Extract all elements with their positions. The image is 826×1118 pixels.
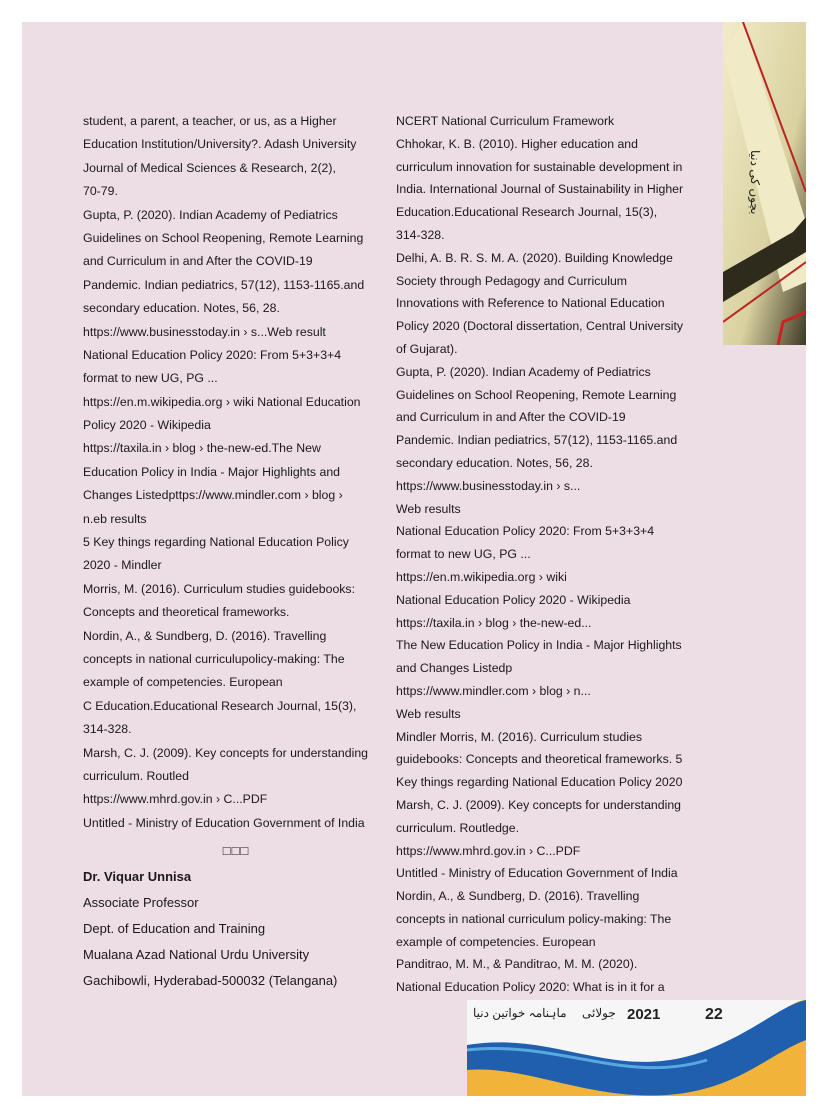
- reference-line: Key things regarding National Education Policy 2020: [396, 775, 683, 790]
- reference-line: Guidelines on School Reopening, Remote Learning: [83, 230, 364, 245]
- reference-line: https://www.mhrd.gov.in › C...PDF: [83, 792, 268, 807]
- footer-magazine-name: ماہنامہ خواتین دنیا: [473, 1006, 567, 1020]
- reference-line: National Education Policy 2020 - Wikipedia: [396, 592, 631, 607]
- reference-line: example of competencies. European: [83, 675, 283, 690]
- reference-line: secondary education. Notes, 56, 28.: [396, 455, 593, 470]
- footer-year: 2021: [627, 1006, 661, 1023]
- reference-line: example of competencies. European: [396, 934, 596, 949]
- reference-line: The New Education Policy in India - Major Highlights: [396, 638, 682, 653]
- reference-line: Guidelines on School Reopening, Remote Learning: [396, 387, 677, 402]
- reference-line: National Education Policy 2020: What is in it for a: [396, 980, 665, 995]
- reference-line: https://en.m.wikipedia.org › wiki National Education: [83, 394, 361, 409]
- reference-line: Education Institution/University?. Adash University: [83, 137, 357, 152]
- reference-line: Education Policy in India - Major Highlights and: [83, 464, 341, 479]
- corner-urdu-label: بچوں کی دنیا: [748, 150, 762, 215]
- reference-line: format to new UG, PG ...: [396, 547, 531, 562]
- reference-line: 314-328.: [396, 227, 445, 242]
- reference-line: Marsh, C. J. (2009). Key concepts for understanding: [83, 745, 369, 760]
- reference-line: Panditrao, M. M., & Panditrao, M. M. (2020).: [396, 957, 638, 972]
- page-number: 22: [705, 1006, 723, 1023]
- reference-line: https://www.mhrd.gov.in › C...PDF: [396, 843, 581, 858]
- reference-line: Education.Educational Research Journal, 15(3),: [396, 205, 658, 220]
- reference-line: Morris, M. (2016). Curriculum studies guidebooks:: [83, 581, 355, 596]
- reference-line: Pandemic. Indian pediatrics, 57(12), 1153-1165.and: [83, 277, 365, 292]
- reference-line: and Changes Listedp: [396, 661, 513, 676]
- reference-line: Marsh, C. J. (2009). Key concepts for understanding: [396, 797, 682, 812]
- reference-line: Nordin, A., & Sundberg, D. (2016). Travelling: [396, 889, 640, 904]
- author-title: Associate Professor: [83, 895, 199, 910]
- reference-line: Society through Pedagogy and Curriculum: [396, 273, 628, 288]
- author-department: Dept. of Education and Training: [83, 921, 266, 936]
- reference-line: 2020 - Mindler: [83, 558, 162, 573]
- reference-line: curriculum. Routledge.: [396, 820, 520, 835]
- reference-line: 314-328.: [83, 722, 132, 737]
- reference-line: Chhokar, K. B. (2010). Higher education and: [396, 136, 638, 151]
- reference-line: C Education.Educational Research Journal, 15(3),: [83, 698, 357, 713]
- reference-line: India. International Journal of Sustainability in Higher: [396, 182, 684, 197]
- reference-line: and Curriculum in and After the COVID-19: [83, 254, 313, 269]
- footer-banner: [467, 1000, 806, 1096]
- author-university: Mualana Azad National Urdu University: [83, 947, 310, 962]
- reference-line: Delhi, A. B. R. S. M. A. (2020). Building Knowledge: [396, 250, 673, 265]
- reference-line: concepts in national curriculum policy-making: The: [396, 911, 672, 926]
- reference-line: Concepts and theoretical frameworks.: [83, 605, 290, 620]
- reference-line: Untitled - Ministry of Education Government of India: [396, 866, 678, 881]
- reference-line: Gupta, P. (2020). Indian Academy of Pediatrics: [83, 207, 338, 222]
- reference-line: Web results: [396, 501, 461, 516]
- reference-line: Policy 2020 - Wikipedia: [83, 418, 211, 433]
- reference-line: 70-79.: [83, 184, 118, 199]
- reference-line: NCERT National Curriculum Framework: [396, 114, 615, 128]
- reference-line: https://taxila.in › blog › the-new-ed.The New: [83, 441, 321, 456]
- reference-line: National Education Policy 2020: From 5+3+3+4: [396, 524, 655, 539]
- reference-line: student, a parent, a teacher, or us, as a Higher: [83, 114, 337, 128]
- reference-line: https://www.mindler.com › blog › n...: [396, 683, 591, 698]
- reference-line: Web results: [396, 706, 461, 721]
- reference-line: Policy 2020 (Doctoral dissertation, Central University: [396, 319, 684, 334]
- reference-line: https://en.m.wikipedia.org › wiki: [396, 569, 567, 584]
- reference-line: Gupta, P. (2020). Indian Academy of Pediatrics: [396, 364, 651, 379]
- reference-line: Pandemic. Indian pediatrics, 57(12), 1153-1165.and: [396, 433, 678, 448]
- reference-line: https://taxila.in › blog › the-new-ed...: [396, 615, 592, 630]
- author-name: Dr. Viquar Unnisa: [83, 869, 192, 884]
- reference-line: guidebooks: Concepts and theoretical frameworks. 5: [396, 752, 683, 767]
- left-column-references: [83, 110, 389, 835]
- reference-line: Mindler Morris, M. (2016). Curriculum studies: [396, 729, 642, 744]
- reference-line: of Gujarat).: [396, 341, 458, 356]
- reference-line: concepts in national curriculupolicy-making: The: [83, 651, 345, 666]
- reference-line: https://www.businesstoday.in › s...: [396, 478, 581, 493]
- reference-line: Journal of Medical Sciences & Research, 2(2),: [83, 160, 336, 175]
- corner-decorative-image: [723, 22, 806, 345]
- reference-line: and Curriculum in and After the COVID-19: [396, 410, 626, 425]
- reference-line: n.eb results: [83, 511, 147, 526]
- reference-line: Nordin, A., & Sundberg, D. (2016). Travelling: [83, 628, 327, 643]
- reference-line: curriculum innovation for sustainable development in: [396, 159, 683, 174]
- footer-month: جولائی: [582, 1006, 616, 1020]
- author-address: Gachibowli, Hyderabad-500032 (Telangana): [83, 973, 338, 988]
- reference-line: secondary education. Notes, 56, 28.: [83, 301, 280, 316]
- reference-line: 5 Key things regarding National Education Policy: [83, 535, 349, 550]
- reference-line: https://www.businesstoday.in › s...Web result: [83, 324, 326, 339]
- reference-line: format to new UG, PG ...: [83, 371, 218, 386]
- right-column-references: [396, 110, 714, 999]
- section-separator: □□□: [222, 843, 250, 858]
- reference-line: Innovations with Reference to National Education: [396, 296, 665, 311]
- reference-line: curriculum. Routled: [83, 768, 189, 783]
- author-block: [83, 838, 389, 994]
- reference-line: Changes Listedpttps://www.mindler.com › blog ›: [83, 488, 343, 503]
- reference-line: National Education Policy 2020: From 5+3+3+4: [83, 347, 342, 362]
- reference-line: Untitled - Ministry of Education Government of India: [83, 815, 365, 830]
